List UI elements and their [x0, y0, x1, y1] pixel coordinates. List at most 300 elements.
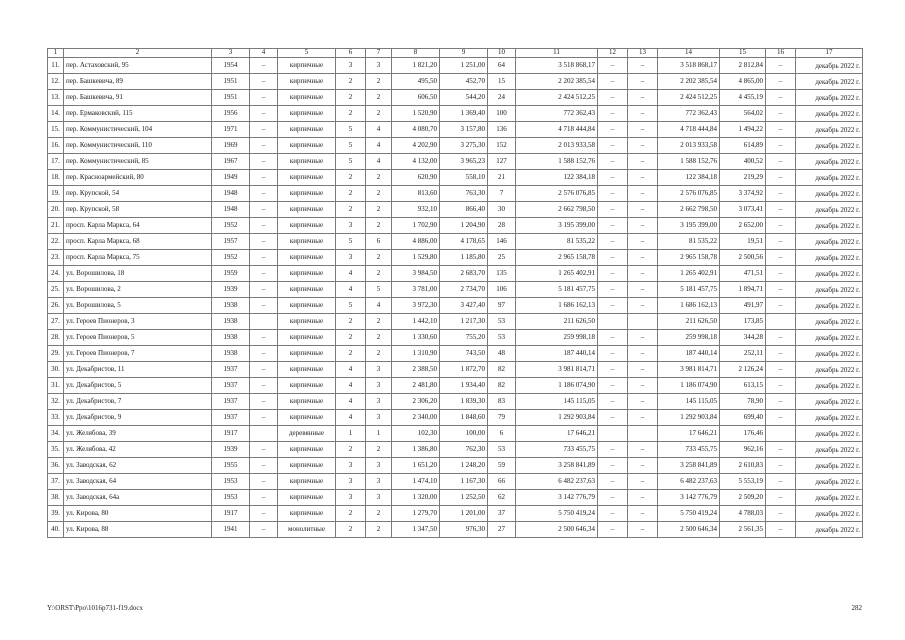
funds-cell: 2 500 646,34 — [658, 522, 720, 538]
repair-cost-cell: 5 181 457,75 — [516, 282, 598, 298]
repair-cost-cell: 2 965 158,78 — [516, 250, 598, 266]
header-cell: 2 — [64, 49, 212, 58]
wall-material-cell: кирпичные — [278, 106, 336, 122]
year-built-cell: 1938 — [212, 346, 250, 362]
cost-per-sqm-cell: 2 610,83 — [720, 458, 766, 474]
col4-cell — [250, 314, 278, 330]
repair-date-cell: декабрь 2022 г. — [796, 138, 863, 154]
repair-date-cell: декабрь 2022 г. — [796, 330, 863, 346]
col4-cell: – — [250, 138, 278, 154]
address-cell: пер. Красноармейский, 80 — [64, 170, 212, 186]
col13-cell: – — [628, 138, 658, 154]
column-number-header-row — [48, 49, 863, 58]
col4-cell: – — [250, 218, 278, 234]
residents-cell: 135 — [488, 266, 516, 282]
col16-cell: – — [766, 250, 796, 266]
header-cell: 14 — [658, 49, 720, 58]
wall-material-cell: кирпичные — [278, 282, 336, 298]
row-number-cell: 33. — [48, 410, 64, 426]
residents-cell: 6 — [488, 426, 516, 442]
floors-cell: 3 — [336, 218, 366, 234]
col12-cell: – — [598, 282, 628, 298]
year-built-cell: 1952 — [212, 250, 250, 266]
funds-cell: 3 518 868,17 — [658, 58, 720, 74]
address-cell: ул. Ворошилова, 18 — [64, 266, 212, 282]
col12-cell: – — [598, 250, 628, 266]
living-area-cell: 3 275,30 — [440, 138, 488, 154]
year-built-cell: 1954 — [212, 58, 250, 74]
residents-cell: 97 — [488, 298, 516, 314]
year-built-cell: 1937 — [212, 378, 250, 394]
table-row — [48, 186, 863, 202]
col13-cell: – — [628, 346, 658, 362]
entrances-cell: 2 — [366, 442, 392, 458]
living-area-cell: 1 872,70 — [440, 362, 488, 378]
floors-cell: 3 — [336, 250, 366, 266]
table-row — [48, 154, 863, 170]
col4-cell: – — [250, 282, 278, 298]
col16-cell: – — [766, 106, 796, 122]
repair-date-cell: декабрь 2022 г. — [796, 490, 863, 506]
repair-cost-cell: 6 482 237,63 — [516, 474, 598, 490]
col13-cell — [628, 426, 658, 442]
header-cell: 7 — [366, 49, 392, 58]
col13-cell: – — [628, 154, 658, 170]
col4-cell: – — [250, 186, 278, 202]
row-number-cell: 29. — [48, 346, 64, 362]
repair-date-cell: декабрь 2022 г. — [796, 458, 863, 474]
floors-cell: 2 — [336, 330, 366, 346]
address-cell: ул. Кирова, 88 — [64, 522, 212, 538]
wall-material-cell: кирпичные — [278, 362, 336, 378]
col12-cell: – — [598, 362, 628, 378]
repair-cost-cell: 3 195 399,00 — [516, 218, 598, 234]
col12-cell: – — [598, 218, 628, 234]
repair-cost-cell: 3 981 814,71 — [516, 362, 598, 378]
col4-cell: – — [250, 522, 278, 538]
cost-per-sqm-cell: 613,15 — [720, 378, 766, 394]
col12-cell: – — [598, 138, 628, 154]
total-area-cell: 3 984,50 — [392, 266, 440, 282]
funds-cell: 2 576 076,85 — [658, 186, 720, 202]
col16-cell: – — [766, 58, 796, 74]
row-number-cell: 11. — [48, 58, 64, 74]
table-row — [48, 346, 863, 362]
address-cell: ул. Желябова, 39 — [64, 426, 212, 442]
funds-cell: 3 142 776,79 — [658, 490, 720, 506]
header-cell: 13 — [628, 49, 658, 58]
wall-material-cell: кирпичные — [278, 138, 336, 154]
funds-cell: 1 292 903,84 — [658, 410, 720, 426]
repair-date-cell: декабрь 2022 г. — [796, 170, 863, 186]
living-area-cell: 976,30 — [440, 522, 488, 538]
entrances-cell: 2 — [366, 90, 392, 106]
col13-cell: – — [628, 458, 658, 474]
repair-cost-cell: 1 588 152,76 — [516, 154, 598, 170]
entrances-cell: 3 — [366, 58, 392, 74]
funds-cell: 2 662 798,50 — [658, 202, 720, 218]
repair-date-cell: декабрь 2022 г. — [796, 410, 863, 426]
living-area-cell: 1 934,40 — [440, 378, 488, 394]
wall-material-cell: кирпичные — [278, 410, 336, 426]
address-cell: ул. Заводская, 64 — [64, 474, 212, 490]
wall-material-cell: кирпичные — [278, 298, 336, 314]
year-built-cell: 1948 — [212, 186, 250, 202]
row-number-cell: 27. — [48, 314, 64, 330]
address-cell: ул. Декабристов, 9 — [64, 410, 212, 426]
year-built-cell: 1959 — [212, 266, 250, 282]
residents-cell: 15 — [488, 74, 516, 90]
repair-cost-cell: 1 686 162,13 — [516, 298, 598, 314]
residents-cell: 136 — [488, 122, 516, 138]
col16-cell: – — [766, 442, 796, 458]
floors-cell: 1 — [336, 426, 366, 442]
wall-material-cell: кирпичные — [278, 202, 336, 218]
row-number-cell: 16. — [48, 138, 64, 154]
funds-cell: 145 115,05 — [658, 394, 720, 410]
entrances-cell: 3 — [366, 474, 392, 490]
residents-cell: 21 — [488, 170, 516, 186]
funds-cell: 1 186 074,90 — [658, 378, 720, 394]
wall-material-cell: кирпичные — [278, 218, 336, 234]
col4-cell: – — [250, 394, 278, 410]
col4-cell: – — [250, 250, 278, 266]
funds-cell: 4 718 444,84 — [658, 122, 720, 138]
total-area-cell: 1 279,70 — [392, 506, 440, 522]
living-area-cell: 452,70 — [440, 74, 488, 90]
cost-per-sqm-cell: 400,52 — [720, 154, 766, 170]
funds-cell: 5 181 457,75 — [658, 282, 720, 298]
entrances-cell: 4 — [366, 122, 392, 138]
col13-cell: – — [628, 250, 658, 266]
col13-cell: – — [628, 218, 658, 234]
cost-per-sqm-cell: 252,11 — [720, 346, 766, 362]
living-area-cell: 1 369,40 — [440, 106, 488, 122]
cost-per-sqm-cell: 614,89 — [720, 138, 766, 154]
repair-cost-cell: 81 535,22 — [516, 234, 598, 250]
table-row — [48, 474, 863, 490]
residents-cell: 64 — [488, 58, 516, 74]
floors-cell: 2 — [336, 170, 366, 186]
entrances-cell: 6 — [366, 234, 392, 250]
repair-date-cell: декабрь 2022 г. — [796, 474, 863, 490]
wall-material-cell: кирпичные — [278, 330, 336, 346]
row-number-cell: 20. — [48, 202, 64, 218]
year-built-cell: 1917 — [212, 426, 250, 442]
repair-date-cell: декабрь 2022 г. — [796, 202, 863, 218]
residents-cell: 100 — [488, 106, 516, 122]
repair-date-cell: декабрь 2022 г. — [796, 346, 863, 362]
col13-cell: – — [628, 362, 658, 378]
col16-cell: – — [766, 202, 796, 218]
col12-cell: – — [598, 346, 628, 362]
header-cell: 9 — [440, 49, 488, 58]
floors-cell: 3 — [336, 490, 366, 506]
header-cell: 1 — [48, 49, 64, 58]
entrances-cell: 2 — [366, 202, 392, 218]
repair-cost-cell: 5 750 419,24 — [516, 506, 598, 522]
funds-cell: 772 362,43 — [658, 106, 720, 122]
residents-cell: 37 — [488, 506, 516, 522]
header-cell: 8 — [392, 49, 440, 58]
address-cell: пер. Башкевича, 89 — [64, 74, 212, 90]
table-row — [48, 250, 863, 266]
living-area-cell: 2 683,70 — [440, 266, 488, 282]
row-number-cell: 19. — [48, 186, 64, 202]
col4-cell: – — [250, 106, 278, 122]
entrances-cell: 5 — [366, 282, 392, 298]
table-row — [48, 442, 863, 458]
total-area-cell: 2 306,20 — [392, 394, 440, 410]
year-built-cell: 1956 — [212, 106, 250, 122]
residents-cell: 25 — [488, 250, 516, 266]
year-built-cell: 1967 — [212, 154, 250, 170]
living-area-cell: 1 248,20 — [440, 458, 488, 474]
floors-cell: 4 — [336, 282, 366, 298]
address-cell: ул. Ворошилова, 2 — [64, 282, 212, 298]
col16-cell: – — [766, 138, 796, 154]
col16-cell: – — [766, 410, 796, 426]
cost-per-sqm-cell: 1 894,71 — [720, 282, 766, 298]
total-area-cell: 3 781,00 — [392, 282, 440, 298]
year-built-cell: 1937 — [212, 394, 250, 410]
col16-cell: – — [766, 490, 796, 506]
wall-material-cell: кирпичные — [278, 314, 336, 330]
repair-cost-cell: 3 142 776,79 — [516, 490, 598, 506]
col12-cell: – — [598, 202, 628, 218]
table-row — [48, 234, 863, 250]
cost-per-sqm-cell: 962,16 — [720, 442, 766, 458]
repair-cost-cell: 733 455,75 — [516, 442, 598, 458]
year-built-cell: 1951 — [212, 74, 250, 90]
col16-cell: – — [766, 506, 796, 522]
col16-cell: – — [766, 90, 796, 106]
residents-cell: 82 — [488, 378, 516, 394]
table-row — [48, 458, 863, 474]
col16-cell: – — [766, 346, 796, 362]
floors-cell: 2 — [336, 74, 366, 90]
funds-cell: 187 440,14 — [658, 346, 720, 362]
repair-date-cell: декабрь 2022 г. — [796, 250, 863, 266]
wall-material-cell: кирпичные — [278, 474, 336, 490]
wall-material-cell: кирпичные — [278, 58, 336, 74]
living-area-cell: 1 252,50 — [440, 490, 488, 506]
funds-cell: 3 981 814,71 — [658, 362, 720, 378]
col16-cell: – — [766, 394, 796, 410]
col12-cell: – — [598, 298, 628, 314]
wall-material-cell: кирпичные — [278, 266, 336, 282]
repair-date-cell: декабрь 2022 г. — [796, 442, 863, 458]
col4-cell: – — [250, 90, 278, 106]
entrances-cell: 2 — [366, 186, 392, 202]
living-area-cell: 4 178,65 — [440, 234, 488, 250]
col16-cell: – — [766, 122, 796, 138]
col12-cell: – — [598, 330, 628, 346]
address-cell: просп. Карла Маркса, 75 — [64, 250, 212, 266]
total-area-cell: 4 886,00 — [392, 234, 440, 250]
living-area-cell: 1 839,30 — [440, 394, 488, 410]
repair-date-cell: декабрь 2022 г. — [796, 90, 863, 106]
floors-cell: 2 — [336, 346, 366, 362]
living-area-cell: 1 204,90 — [440, 218, 488, 234]
entrances-cell: 2 — [366, 330, 392, 346]
year-built-cell: 1951 — [212, 90, 250, 106]
entrances-cell: 3 — [366, 458, 392, 474]
housing-register-table — [47, 48, 863, 538]
repair-date-cell: декабрь 2022 г. — [796, 234, 863, 250]
repair-cost-cell: 2 424 512,25 — [516, 90, 598, 106]
col13-cell: – — [628, 202, 658, 218]
cost-per-sqm-cell: 2 509,20 — [720, 490, 766, 506]
floors-cell: 3 — [336, 458, 366, 474]
repair-cost-cell: 211 626,50 — [516, 314, 598, 330]
cost-per-sqm-cell: 19,51 — [720, 234, 766, 250]
row-number-cell: 38. — [48, 490, 64, 506]
floors-cell: 2 — [336, 90, 366, 106]
residents-cell: 106 — [488, 282, 516, 298]
living-area-cell: 755,20 — [440, 330, 488, 346]
address-cell: пер. Ермаковский, 115 — [64, 106, 212, 122]
living-area-cell: 1 167,30 — [440, 474, 488, 490]
entrances-cell: 2 — [366, 346, 392, 362]
funds-cell: 2 965 158,78 — [658, 250, 720, 266]
col13-cell: – — [628, 330, 658, 346]
address-cell: пер. Астаховский, 95 — [64, 58, 212, 74]
repair-date-cell: декабрь 2022 г. — [796, 74, 863, 90]
table-row — [48, 138, 863, 154]
row-number-cell: 13. — [48, 90, 64, 106]
living-area-cell: 1 185,80 — [440, 250, 488, 266]
residents-cell: 82 — [488, 362, 516, 378]
residents-cell: 7 — [488, 186, 516, 202]
col16-cell: – — [766, 522, 796, 538]
cost-per-sqm-cell: 219,29 — [720, 170, 766, 186]
table-row — [48, 218, 863, 234]
row-number-cell: 25. — [48, 282, 64, 298]
row-number-cell: 34. — [48, 426, 64, 442]
table-row — [48, 298, 863, 314]
total-area-cell: 1 702,90 — [392, 218, 440, 234]
entrances-cell: 4 — [366, 298, 392, 314]
repair-date-cell: декабрь 2022 г. — [796, 426, 863, 442]
entrances-cell: 3 — [366, 410, 392, 426]
col16-cell: – — [766, 234, 796, 250]
col12-cell: – — [598, 410, 628, 426]
total-area-cell: 495,50 — [392, 74, 440, 90]
address-cell: пер. Коммунистический, 110 — [64, 138, 212, 154]
funds-cell: 2 202 385,54 — [658, 74, 720, 90]
living-area-cell: 544,20 — [440, 90, 488, 106]
living-area-cell: 100,00 — [440, 426, 488, 442]
col12-cell: – — [598, 522, 628, 538]
living-area-cell: 762,30 — [440, 442, 488, 458]
col12-cell: – — [598, 90, 628, 106]
document-file-path: Y:\ORST\Ppo\1016p731-f19.docx — [47, 604, 143, 612]
col13-cell: – — [628, 378, 658, 394]
repair-date-cell: декабрь 2022 г. — [796, 266, 863, 282]
wall-material-cell: кирпичные — [278, 250, 336, 266]
entrances-cell: 2 — [366, 266, 392, 282]
table-row — [48, 362, 863, 378]
cost-per-sqm-cell: 2 812,84 — [720, 58, 766, 74]
funds-cell: 81 535,22 — [658, 234, 720, 250]
col4-cell: – — [250, 474, 278, 490]
living-area-cell: 1 848,60 — [440, 410, 488, 426]
living-area-cell: 1 217,30 — [440, 314, 488, 330]
cost-per-sqm-cell: 4 865,00 — [720, 74, 766, 90]
address-cell: пер. Коммунистический, 104 — [64, 122, 212, 138]
col4-cell: – — [250, 298, 278, 314]
col4-cell: – — [250, 58, 278, 74]
repair-date-cell: декабрь 2022 г. — [796, 394, 863, 410]
col12-cell: – — [598, 458, 628, 474]
wall-material-cell: кирпичные — [278, 458, 336, 474]
cost-per-sqm-cell: 4 455,19 — [720, 90, 766, 106]
residents-cell: 66 — [488, 474, 516, 490]
funds-cell: 17 646,21 — [658, 426, 720, 442]
total-area-cell: 1 320,00 — [392, 490, 440, 506]
col12-cell: – — [598, 394, 628, 410]
address-cell: ул. Заводская, 64а — [64, 490, 212, 506]
table-row — [48, 330, 863, 346]
col12-cell: – — [598, 266, 628, 282]
living-area-cell: 558,10 — [440, 170, 488, 186]
floors-cell: 4 — [336, 378, 366, 394]
cost-per-sqm-cell: 2 126,24 — [720, 362, 766, 378]
table-row — [48, 426, 863, 442]
entrances-cell: 4 — [366, 154, 392, 170]
col13-cell — [628, 314, 658, 330]
residents-cell: 62 — [488, 490, 516, 506]
wall-material-cell: кирпичные — [278, 346, 336, 362]
repair-date-cell: декабрь 2022 г. — [796, 186, 863, 202]
funds-cell: 1 588 152,76 — [658, 154, 720, 170]
repair-cost-cell: 3 518 868,17 — [516, 58, 598, 74]
col16-cell: – — [766, 186, 796, 202]
wall-material-cell: кирпичные — [278, 74, 336, 90]
col4-cell: – — [250, 362, 278, 378]
living-area-cell: 763,30 — [440, 186, 488, 202]
header-cell: 16 — [766, 49, 796, 58]
floors-cell: 4 — [336, 266, 366, 282]
cost-per-sqm-cell: 3 374,92 — [720, 186, 766, 202]
col16-cell — [766, 314, 796, 330]
entrances-cell: 3 — [366, 362, 392, 378]
floors-cell: 3 — [336, 58, 366, 74]
year-built-cell: 1955 — [212, 458, 250, 474]
col4-cell: – — [250, 74, 278, 90]
col12-cell: – — [598, 122, 628, 138]
floors-cell: 4 — [336, 394, 366, 410]
repair-cost-cell: 1 265 402,91 — [516, 266, 598, 282]
entrances-cell: 2 — [366, 106, 392, 122]
wall-material-cell: деревянные — [278, 426, 336, 442]
row-number-cell: 12. — [48, 74, 64, 90]
repair-date-cell: декабрь 2022 г. — [796, 298, 863, 314]
col12-cell: – — [598, 106, 628, 122]
col12-cell: – — [598, 58, 628, 74]
funds-cell: 733 455,75 — [658, 442, 720, 458]
total-area-cell: 932,10 — [392, 202, 440, 218]
row-number-cell: 22. — [48, 234, 64, 250]
address-cell: ул. Декабристов, 7 — [64, 394, 212, 410]
repair-cost-cell: 187 440,14 — [516, 346, 598, 362]
repair-date-cell: декабрь 2022 г. — [796, 58, 863, 74]
cost-per-sqm-cell: 173,85 — [720, 314, 766, 330]
repair-cost-cell: 2 500 646,34 — [516, 522, 598, 538]
repair-date-cell: декабрь 2022 г. — [796, 506, 863, 522]
col16-cell: – — [766, 154, 796, 170]
